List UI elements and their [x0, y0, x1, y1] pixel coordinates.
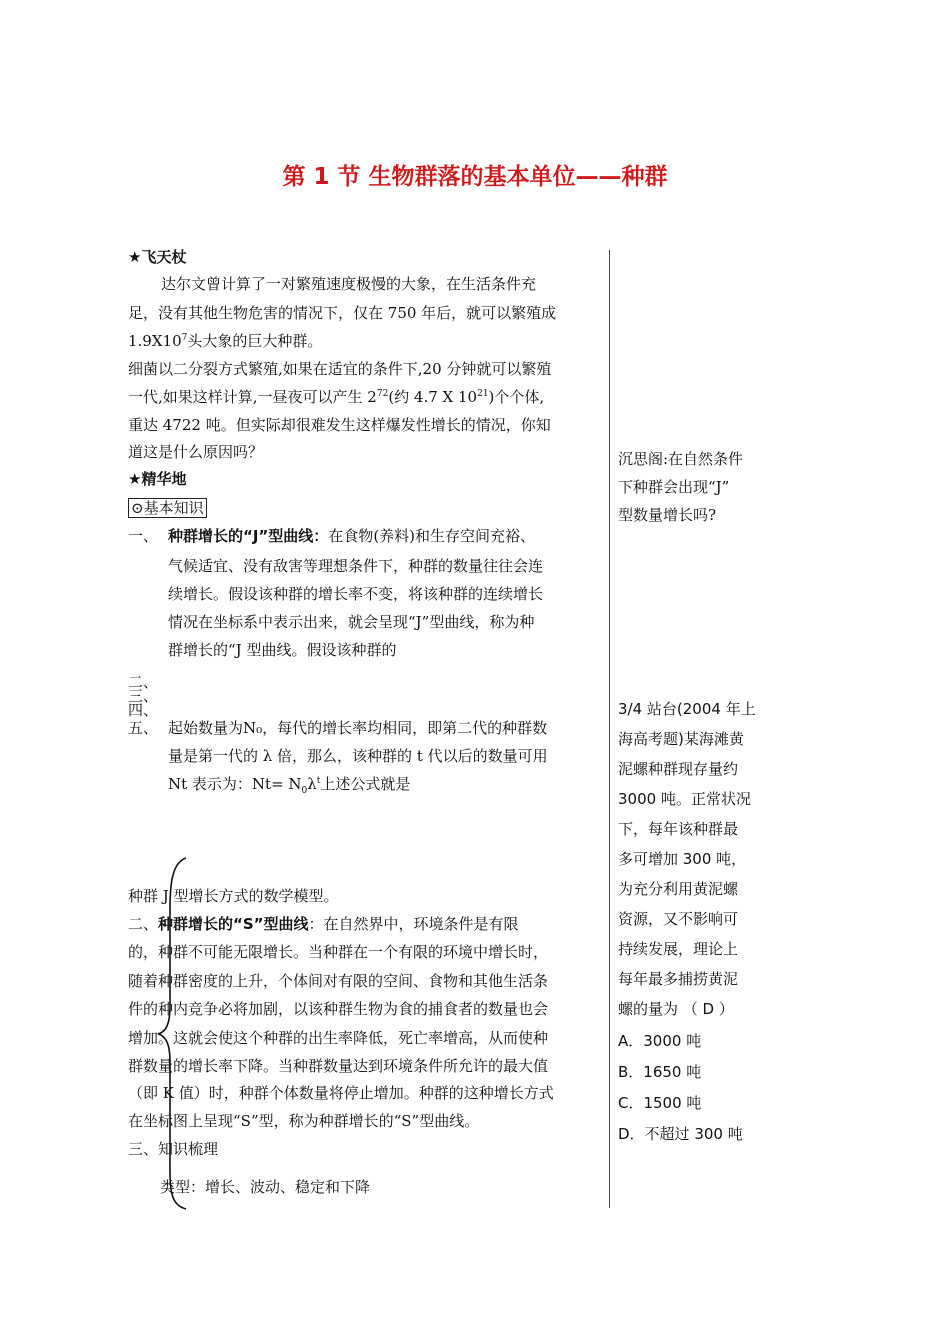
s-curve-line-2: 的，种群不可能无限增长。当种群在一个有限的环境中增长时， [128, 943, 549, 961]
j-curve-line-4: 情况在坐标系中表示出来，就会呈现“J”型曲线，称为种 [168, 613, 535, 631]
s-curve-line-1: 二、种群增长的“S”型曲线：在自然界中，环境条件是有限 [128, 915, 519, 933]
j-curve-line-1: 种群增长的“J”型曲线：在食物(养料)和生存空间充裕、 [168, 527, 536, 545]
question-line-11: 螺的量为 （ D ） [618, 1000, 734, 1018]
list-number-5: 五、 [128, 719, 159, 737]
intro-line-2: 足，没有其他生物危害的情况下，仅在 750 年后，就可以繁殖成 [128, 304, 557, 322]
basic-knowledge-label: ⊙基本知识 [128, 494, 207, 523]
bacteria-line-4: 道这是什么原因吗？ [128, 443, 264, 461]
bacteria-line-1: 细菌以二分裂方式繁殖,如果在适宜的条件下,20 分钟就可以繁殖 [128, 360, 552, 378]
list-number-2: 二、 [128, 673, 159, 691]
question-line-9: 持续发展，理论上 [618, 940, 739, 958]
knowledge-summary-heading: 三、知识梳理 [128, 1140, 219, 1158]
s-curve-line-5: 增加。这就会使这个种群的出生率降低，死亡率增高，从而使种 [128, 1029, 549, 1047]
bacteria-line-2: 一代,如果这样计算,一昼夜可以产生 $2^{72}$(约 4.7 X $10^{21}$)个个体, [128, 388, 545, 406]
column-divider [609, 250, 610, 1208]
section-heading-jinghuadi: ★精华地 [128, 470, 187, 488]
s-curve-line-8: 在坐标图上呈现“S”型，称为种群增长的“S”型曲线。 [128, 1112, 480, 1130]
formula-line-3: Nt 表示为：$Nt= N_0\lambda^t$上述公式就是 [168, 775, 411, 796]
question-line-6: 多可增加 300 吨， [618, 850, 747, 868]
question-line-5: 下，每年该种群最 [618, 820, 739, 838]
think-line-1: 沉思阁:在自然条件 [618, 450, 744, 468]
s-curve-line-6: 群数量的增长率下降。当种群数量达到环境条件所允许的最大值 [128, 1057, 549, 1075]
question-line-7: 为充分利用黄泥螺 [618, 880, 739, 898]
question-line-2: 海高考题)某海滩黄 [618, 730, 744, 748]
section-heading-feitianzhang: ★飞天杖 [128, 248, 187, 266]
question-line-10: 每年最多捕捞黄泥 [618, 970, 739, 988]
formula-line-2: 量是第一代的 λ 倍，那么，该种群的 t 代以后的数量可用 [168, 747, 548, 765]
s-curve-line-4: 件的种内竞争必将加剧，以该种群生物为食的捕食者的数量也会 [128, 1000, 549, 1018]
option-d: D．不超过 300 吨 [618, 1125, 743, 1143]
j-curve-line-2: 气候适宜、没有敌害等理想条件下，种群的数量往往会连 [168, 557, 544, 575]
list-number-3: 三、 [128, 687, 159, 705]
math-model-line: 种群 J 型增长方式的数学模型。 [128, 887, 339, 905]
question-line-8: 资源，又不影响可 [618, 910, 739, 928]
option-c: C．1500 吨 [618, 1094, 702, 1112]
option-a: A．3000 吨 [618, 1032, 702, 1050]
option-b: B．1650 吨 [618, 1063, 702, 1081]
population-types-line: 类型：增长、波动、稳定和下降 [160, 1178, 371, 1196]
think-line-3: 型数量增长吗? [618, 506, 717, 524]
question-line-3: 泥螺种群现存量约 [618, 760, 739, 778]
page-title: 第 1 节 生物群落的基本单位——种群 [282, 164, 668, 190]
j-curve-number: 一、 [128, 527, 159, 545]
list-number-4: 四、 [128, 701, 159, 719]
s-curve-line-3: 随着种群密度的上升，个体间对有限的空间、食物和其他生活条 [128, 972, 549, 990]
j-curve-line-5: 群增长的“J 型曲线。假设该种群的 [168, 641, 397, 659]
intro-line-3: $1.9X10^7$头大象的巨大种群。 [128, 332, 323, 350]
think-line-2: 下种群会出现“J” [618, 478, 730, 496]
formula-line-1: 起始数量为N₀，每代的增长率均相同，即第二代的种群数 [168, 719, 548, 737]
s-curve-line-7: （即 K 值）时，种群个体数量将停止增加。种群的这种增长方式 [128, 1084, 554, 1102]
j-curve-line-3: 续增长。假设该种群的增长率不变，将该种群的连续增长 [168, 585, 544, 603]
curly-brace [152, 856, 192, 1211]
question-line-4: 3000 吨。正常状况 [618, 790, 751, 808]
question-line-1: 3/4 站台(2004 年上 [618, 700, 756, 718]
bacteria-line-3: 重达 4722 吨。但实际却很难发生这样爆发性增长的情况，你知 [128, 416, 551, 434]
intro-line-1: 达尔文曾计算了一对繁殖速度极慢的大象，在生活条件充 [161, 275, 537, 293]
